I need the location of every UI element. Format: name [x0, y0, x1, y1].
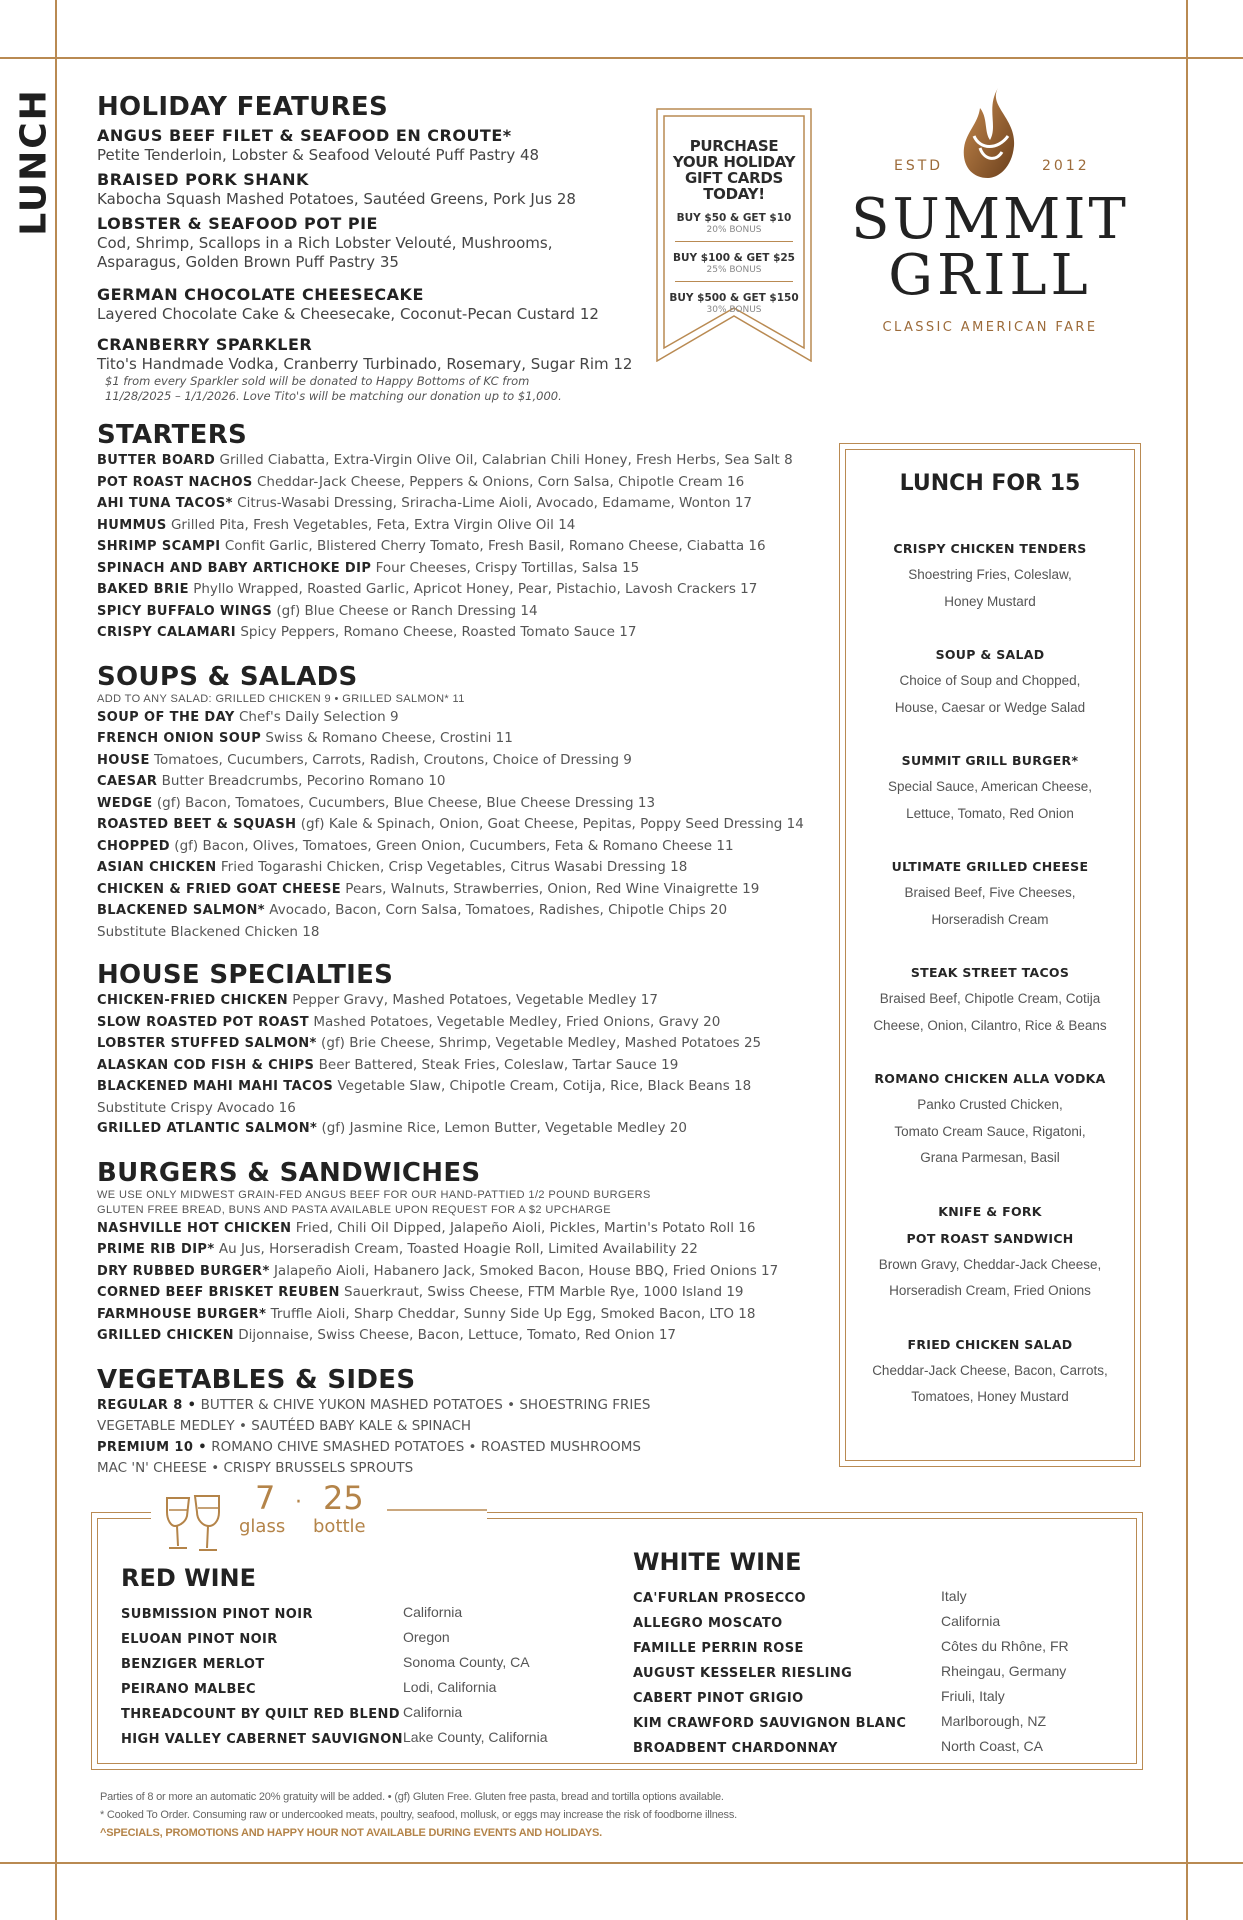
- lunch-item-desc: Shoestring Fries, Coleslaw,: [908, 567, 1072, 582]
- starters-title: STARTERS: [97, 420, 248, 450]
- lunch-item-desc: Brown Gravy, Cheddar-Jack Cheese,: [878, 1256, 1102, 1272]
- price-separator: ·: [295, 1490, 302, 1515]
- gluten-free-tag: (gf): [300, 816, 325, 832]
- item-name: ASIAN CHICKEN: [97, 860, 217, 875]
- item-name: CAESAR: [97, 774, 158, 789]
- menu-item: [97, 1218, 797, 1240]
- menu-item: [97, 1055, 797, 1077]
- item-name: PRIME RIB DIP*: [97, 1242, 215, 1257]
- lunch-item-name: SUMMIT GRILL BURGER*: [901, 753, 1079, 768]
- lunch-item-desc: Special Sauce, American Cheese,: [887, 779, 1093, 794]
- glass-price: 7: [255, 1479, 276, 1517]
- wine-origin: North Coast, CA: [941, 1738, 1043, 1754]
- specialties-list: [97, 990, 797, 1140]
- flame-icon: [958, 88, 1022, 180]
- item-name: NASHVILLE HOT CHICKEN: [97, 1220, 292, 1236]
- wine-row: [633, 1734, 1113, 1759]
- item-name: CHICKEN & FRIED GOAT CHEESE: [97, 881, 341, 897]
- item-name: CHOPPED: [97, 838, 170, 854]
- item-desc: Mashed Potatoes, Vegetable Medley, Fried Onions, Gravy 20: [313, 1013, 721, 1030]
- gift-text: PURCHASE YOUR HOLIDAY GIFT CARDS TODAY! BUY $50 & GET $10 20% BONUS BUY $100 & GET $25 25% BONUS BUY $500 & GET $150 30% BONUS: [664, 138, 804, 321]
- lunch-item: [839, 853, 1141, 933]
- item-name: SOUP OF THE DAY: [97, 709, 235, 725]
- menu-item: [97, 1416, 797, 1437]
- item-desc: Chef's Daily Selection 9: [238, 708, 399, 725]
- item-desc: Citrus-Wasabi Dressing, Sriracha-Lime Aioli, Avocado, Edamame, Wonton 17: [237, 495, 753, 511]
- menu-item: [97, 1282, 797, 1304]
- wine-name: HIGH VALLEY CABERNET SAUVIGNON: [121, 1732, 403, 1747]
- item-desc: Tomatoes, Cucumbers, Carrots, Radish, Croutons, Choice of Dressing 9: [154, 751, 632, 768]
- wine-row: [121, 1700, 541, 1725]
- wine-box: [91, 1479, 1143, 1770]
- wine-row: [633, 1634, 1113, 1659]
- item-desc: Vegetable Slaw, Chipotle Cream, Cotija, Rice, Black Beans 18: [337, 1078, 752, 1094]
- wine-origin: Friuli, Italy: [941, 1688, 1005, 1704]
- wine-origin: Oregon: [403, 1629, 450, 1645]
- item-desc: Phyllo Wrapped, Roasted Garlic, Apricot Honey, Pear, Pistachio, Lavosh Crackers 17: [193, 581, 758, 597]
- menu-item: [97, 1458, 797, 1479]
- menu-item: [97, 601, 797, 623]
- gift-deal: BUY $50 & GET $10: [676, 212, 792, 224]
- menu-item: [97, 1098, 797, 1119]
- item-desc: Fried, Chili Oil Dipped, Jalapeño Aioli, Pickles, Martin's Potato Roll 16: [295, 1219, 756, 1236]
- gift-card-promo: [656, 108, 812, 362]
- item-desc: Pears, Walnuts, Strawberries, Onion, Red Wine Vinaigrette 19: [345, 880, 760, 897]
- price-rule: [387, 1508, 487, 1512]
- summit-grill-logo: ESTD 2012 SUMMIT GRILL CLASSIC AMERICAN FARE: [840, 88, 1140, 338]
- item-desc: Jasmine Rice, Lemon Butter, Vegetable Medley 20: [349, 1120, 687, 1136]
- item-name: CHICKEN-FRIED CHICKEN: [97, 993, 288, 1008]
- menu-item: [97, 515, 797, 537]
- holiday-item: LOBSTER & SEAFOOD POT PIE Cod, Shrimp, Scallops in a Rich Lobster Velouté, Mushrooms, Asparagus, Golden Brown Puff Pastry 35: [97, 214, 553, 271]
- glass-label: glass: [239, 1516, 286, 1537]
- menu-item: [97, 493, 797, 515]
- holiday-item: GERMAN CHOCOLATE CHEESECAKE Layered Chocolate Cake & Cheesecake, Coconut-Pecan Custard 12: [97, 285, 599, 323]
- wine-row: [121, 1675, 541, 1700]
- soups-list: [97, 707, 804, 943]
- item-desc: Pepper Gravy, Mashed Potatoes, Vegetable Medley 17: [292, 992, 658, 1008]
- wine-row: [633, 1659, 1113, 1684]
- gift-deal: BUY $100 & GET $25: [672, 252, 795, 264]
- starters-section: [97, 420, 797, 644]
- wine-name: THREADCOUNT BY QUILT RED BLEND: [121, 1707, 400, 1722]
- item-name: GRILLED CHICKEN: [97, 1328, 234, 1343]
- item-name: PREMIUM 10 •: [97, 1439, 207, 1455]
- menu-item: [97, 1033, 797, 1055]
- lunch-item: [839, 747, 1141, 827]
- wine-row: [633, 1709, 1113, 1734]
- lunch-for-15-box: [839, 443, 1141, 1467]
- soups-title: SOUPS & SALADS: [97, 661, 358, 692]
- lunch-item-name: FRIED CHICKEN SALAD: [907, 1336, 1073, 1352]
- item-name: FRENCH ONION SOUP: [97, 731, 262, 746]
- side-label: LUNCH: [13, 88, 55, 236]
- starters-list: [97, 450, 797, 644]
- lunch-item-desc: Braised Beef, Chipotle Cream, Cotija: [879, 991, 1101, 1006]
- holiday-item: ANGUS BEEF FILET & SEAFOOD EN CROUTE* Petite Tenderloin, Lobster & Seafood Velouté Puff Pastry 48: [97, 126, 540, 164]
- lunch-item-name: ROMANO CHICKEN ALLA VODKA: [874, 1071, 1106, 1086]
- item-desc: Four Cheeses, Crispy Tortillas, Salsa 15: [375, 559, 640, 576]
- wine-row: [633, 1684, 1113, 1709]
- menu-item: [97, 990, 797, 1012]
- item-name: BUTTER BOARD: [97, 453, 216, 468]
- item-name: BAKED BRIE: [97, 582, 189, 597]
- lunch-item-desc: Braised Beef, Five Cheeses,: [904, 885, 1076, 900]
- menu-item: [97, 1325, 797, 1347]
- wine-name: SUBMISSION PINOT NOIR: [121, 1607, 313, 1622]
- wine-name: BROADBENT CHARDONNAY: [633, 1741, 838, 1756]
- item-name: REGULAR 8 •: [97, 1397, 197, 1413]
- menu-item: [97, 1304, 797, 1326]
- white-wine-title: WHITE WINE: [633, 1548, 802, 1576]
- item-desc: Spicy Peppers, Romano Cheese, Roasted Tomato Sauce 17: [240, 624, 637, 640]
- gift-bonus: 20% BONUS: [675, 225, 793, 242]
- cooked-note: * Cooked To Order. Consuming raw or undercooked meats, poultry, seafood, mollusk, or eggs may increase the risk of foodborne illness.: [100, 1809, 737, 1821]
- wine-origin: California: [941, 1613, 1001, 1629]
- wine-row: [121, 1725, 548, 1750]
- item-desc: Bacon, Olives, Tomatoes, Green Onion, Cucumbers, Feta & Romano Cheese 11: [202, 837, 734, 854]
- item-name: HUMMUS: [97, 517, 167, 533]
- wine-name: AUGUST KESSELER RIESLING: [633, 1666, 853, 1681]
- wine-name: ALLEGRO MOSCATO: [633, 1616, 783, 1631]
- specialties-title: HOUSE SPECIALTIES: [97, 960, 394, 990]
- wine-row: [633, 1609, 1113, 1634]
- wine-name: ELUOAN PINOT NOIR: [121, 1632, 278, 1647]
- item-name: SPICY BUFFALO WINGS: [97, 603, 273, 619]
- burgers-title: BURGERS & SANDWICHES: [97, 1157, 481, 1188]
- wine-origin: Italy: [941, 1588, 967, 1604]
- wine-row: [633, 1584, 1113, 1609]
- lunch-item-name: KNIFE & FORK: [938, 1203, 1042, 1219]
- wine-origin: Lake County, California: [403, 1729, 548, 1745]
- item-desc: Substitute Blackened Chicken 18: [97, 923, 320, 940]
- item-desc: Butter Breadcrumbs, Pecorino Romano 10: [161, 773, 446, 789]
- gift-bonus: 25% BONUS: [675, 265, 793, 282]
- gluten-free-tag: (gf): [174, 837, 199, 854]
- lunch-item-name: POT ROAST SANDWICH: [906, 1230, 1074, 1246]
- item-desc: Fried Togarashi Chicken, Crisp Vegetables, Citrus Wasabi Dressing 18: [220, 859, 688, 875]
- holiday-item: CRANBERRY SPARKLER Tito's Handmade Vodka, Cranberry Turbinado, Rosemary, Sugar Rim 12 $1 from every Sparkler sold will be donated to Happy Bottoms of KC from 11/28/2025 – 1/1/2026. Love Tito's will be matching our donation up to $1,000.: [97, 335, 633, 403]
- lunch-item: [839, 1065, 1141, 1172]
- lunch-item-name: STEAK STREET TACOS: [910, 965, 1070, 980]
- item-name: SHRIMP SCAMPI: [97, 539, 221, 554]
- lunch-item-desc: Lettuce, Tomato, Red Onion: [906, 805, 1074, 821]
- item-desc: Cheddar-Jack Cheese, Peppers & Onions, Corn Salsa, Chipotle Cream 16: [256, 473, 745, 490]
- item-desc: BUTTER & CHIVE YUKON MASHED POTATOES • SHOESTRING FRIES: [200, 1396, 651, 1413]
- specialties-section: [97, 960, 797, 1140]
- item-name: ROASTED BEET & SQUASH: [97, 817, 297, 832]
- wine-row: [121, 1600, 541, 1625]
- wine-origin: Sonoma County, CA: [403, 1654, 530, 1670]
- menu-item: [97, 922, 797, 943]
- menu-item: [97, 1076, 797, 1098]
- bottom-rule: [0, 1862, 1243, 1864]
- lunch-item-desc: House, Caesar or Wedge Salad: [894, 699, 1086, 715]
- menu-item: [97, 1261, 797, 1283]
- lunch-item: [839, 641, 1141, 721]
- gratuity-note: Parties of 8 or more an automatic 20% gratuity will be added. • (gf) Gluten Free. Gluten free pasta, bread and tortilla options available.: [100, 1791, 724, 1803]
- gift-bonus: 30% BONUS: [706, 305, 762, 315]
- item-name: DRY RUBBED BURGER*: [97, 1263, 270, 1279]
- burgers-section: [97, 1158, 797, 1347]
- item-desc: Bacon, Tomatoes, Cucumbers, Blue Cheese, Blue Cheese Dressing 13: [185, 794, 656, 811]
- item-desc: Grilled Pita, Fresh Vegetables, Feta, Extra Virgin Olive Oil 14: [170, 516, 576, 533]
- item-name: POT ROAST NACHOS: [97, 474, 253, 490]
- burgers-note: WE USE ONLY MIDWEST GRAIN-FED ANGUS BEEF FOR OUR HAND-PATTIED 1/2 POUND BURGERS: [97, 1188, 651, 1201]
- item-name: LOBSTER STUFFED SALMON*: [97, 1036, 317, 1051]
- wine-origin: California: [403, 1604, 463, 1620]
- lunch-item-name: ULTIMATE GRILLED CHEESE: [891, 859, 1089, 874]
- item-name: GRILLED ATLANTIC SALMON*: [97, 1121, 318, 1136]
- holiday-item: BRAISED PORK SHANK Kabocha Squash Mashed Potatoes, Sautéed Greens, Pork Jus 28: [97, 170, 576, 208]
- item-desc: Confit Garlic, Blistered Cherry Tomato, Fresh Basil, Romano Cheese, Ciabatta 16: [224, 538, 766, 554]
- red-wine-title: RED WINE: [121, 1564, 257, 1592]
- item-desc: VEGETABLE MEDLEY • SAUTÉED BABY KALE & SPINACH: [97, 1418, 472, 1434]
- menu-item: [97, 814, 804, 836]
- item-desc: Blue Cheese or Ranch Dressing 14: [304, 602, 538, 619]
- menu-item: [97, 536, 797, 558]
- menu-item: [97, 558, 797, 580]
- sides-list: [97, 1395, 797, 1479]
- menu-item: [97, 707, 797, 729]
- menu-item: [97, 579, 797, 601]
- item-name: HOUSE: [97, 752, 150, 768]
- lunch-item-desc: Horseradish Cream, Fried Onions: [889, 1283, 1091, 1298]
- lunch-for-15-items: [839, 535, 1141, 1437]
- lunch-item-desc: Honey Mustard: [944, 593, 1036, 609]
- red-wine-list: [121, 1600, 548, 1750]
- menu-item: [97, 472, 797, 494]
- item-desc: Brie Cheese, Shrimp, Vegetable Medley, Mashed Potatoes 25: [349, 1035, 762, 1051]
- wine-name: FAMILLE PERRIN ROSE: [633, 1641, 804, 1656]
- item-desc: Swiss & Romano Cheese, Crostini 11: [265, 730, 513, 746]
- menu-item: [97, 1118, 797, 1140]
- menu-item: [97, 771, 797, 793]
- item-name: WEDGE: [97, 795, 153, 811]
- wine-origin: Côtes du Rhône, FR: [941, 1638, 1069, 1654]
- item-desc: Substitute Crispy Avocado 16: [97, 1099, 296, 1116]
- soups-note: ADD TO ANY SALAD: GRILLED CHICKEN 9 • GRILLED SALMON* 11: [97, 692, 465, 705]
- lunch-item-desc: Horseradish Cream: [931, 911, 1049, 927]
- wine-origin: Rheingau, Germany: [941, 1663, 1067, 1679]
- lunch-item-desc: Panko Crusted Chicken,: [917, 1097, 1063, 1112]
- wine-name: KIM CRAWFORD SAUVIGNON BLANC: [633, 1716, 907, 1731]
- lunch-item-desc: Cheese, Onion, Cilantro, Rice & Beans: [873, 1017, 1107, 1033]
- item-desc: Beer Battered, Steak Fries, Coleslaw, Tartar Sauce 19: [318, 1056, 679, 1073]
- bottle-price: 25: [323, 1479, 364, 1517]
- sides-title: VEGETABLES & SIDES: [97, 1364, 416, 1395]
- lunch-item: [839, 1198, 1141, 1305]
- wine-name: CA'FURLAN PROSECCO: [633, 1591, 806, 1606]
- item-name: SPINACH AND BABY ARTICHOKE DIP: [97, 560, 372, 576]
- gluten-free-tag: (gf): [321, 1120, 346, 1136]
- lunch-item-desc: Cheddar-Jack Cheese, Bacon, Carrots,: [872, 1362, 1108, 1378]
- burgers-list: [97, 1218, 797, 1347]
- top-rule: [0, 57, 1243, 59]
- menu-item: [97, 1239, 797, 1261]
- menu-item: [97, 1437, 797, 1459]
- gluten-free-tag: (gf): [276, 602, 301, 619]
- item-name: BLACKENED SALMON*: [97, 903, 265, 918]
- menu-item: [97, 1012, 797, 1034]
- specials-note: ^SPECIALS, PROMOTIONS AND HAPPY HOUR NOT AVAILABLE DURING EVENTS AND HOLIDAYS.: [100, 1827, 602, 1839]
- wine-row: [121, 1625, 541, 1650]
- wine-glasses-icon: [161, 1494, 227, 1554]
- lunch-item: [839, 1331, 1141, 1411]
- item-desc: Grilled Ciabatta, Extra-Virgin Olive Oil, Calabrian Chili Honey, Fresh Herbs, Sea Salt 8: [219, 452, 793, 468]
- lunch-item-name: SOUP & SALAD: [935, 647, 1045, 662]
- gluten-free-tag: (gf): [321, 1035, 345, 1051]
- menu-item: [97, 879, 797, 901]
- item-name: FARMHOUSE BURGER*: [97, 1306, 267, 1322]
- gift-deal: BUY $500 & GET $150: [669, 292, 799, 304]
- lunch-item: [839, 959, 1141, 1039]
- right-rule: [1186, 0, 1188, 1920]
- item-name: CORNED BEEF BRISKET REUBEN: [97, 1285, 340, 1300]
- item-desc: ROMANO CHIVE SMASHED POTATOES • ROASTED MUSHROOMS: [211, 1438, 641, 1455]
- lunch-item-desc: Grana Parmesan, Basil: [920, 1150, 1060, 1165]
- menu-item: [97, 836, 797, 858]
- item-desc: Kale & Spinach, Onion, Goat Cheese, Pepitas, Poppy Seed Dressing 14: [328, 816, 804, 832]
- item-name: SLOW ROASTED POT ROAST: [97, 1014, 310, 1030]
- bottle-label: bottle: [313, 1516, 366, 1537]
- item-desc: Truffle Aioli, Sharp Cheddar, Sunny Side Up Egg, Smoked Bacon, LTO 18: [270, 1305, 756, 1322]
- item-desc: Au Jus, Horseradish Cream, Toasted Hoagie Roll, Limited Availability 22: [218, 1241, 698, 1257]
- holiday-title: HOLIDAY FEATURES: [97, 92, 388, 122]
- item-name: CRISPY CALAMARI: [97, 625, 237, 640]
- footer-notes: [100, 1788, 1140, 1842]
- lunch-item-desc: Tomato Cream Sauce, Rigatoni,: [894, 1123, 1086, 1139]
- wine-origin: Lodi, California: [403, 1679, 497, 1695]
- item-desc: Sauerkraut, Swiss Cheese, FTM Marble Rye, 1000 Island 19: [344, 1284, 744, 1300]
- menu-item: [97, 728, 797, 750]
- lunch-item: [839, 535, 1141, 615]
- wine-name: CABERT PINOT GRIGIO: [633, 1691, 804, 1706]
- gluten-free-tag: (gf): [156, 794, 181, 811]
- white-wine-list: [633, 1584, 1113, 1759]
- wine-origin: California: [403, 1704, 463, 1720]
- menu-item: [97, 857, 797, 879]
- menu-item: [97, 622, 797, 644]
- menu-item: [97, 450, 797, 472]
- item-desc: Dijonnaise, Swiss Cheese, Bacon, Lettuce, Tomato, Red Onion 17: [238, 1327, 676, 1343]
- wine-name: PEIRANO MALBEC: [121, 1682, 256, 1697]
- item-desc: Jalapeño Aioli, Habanero Jack, Smoked Bacon, House BBQ, Fried Onions 17: [273, 1262, 779, 1279]
- item-name: BLACKENED MAHI MAHI TACOS: [97, 1079, 334, 1094]
- soups-section: [97, 661, 804, 943]
- burgers-note: GLUTEN FREE BREAD, BUNS AND PASTA AVAILABLE UPON REQUEST FOR A $2 UPCHARGE: [97, 1203, 611, 1216]
- menu-item: [97, 900, 797, 922]
- menu-item: [97, 1395, 797, 1417]
- item-name: AHI TUNA TACOS*: [97, 496, 233, 511]
- menu-item: [97, 793, 797, 815]
- lunch-item-desc: Choice of Soup and Chopped,: [899, 673, 1081, 688]
- menu-item: [97, 750, 797, 772]
- item-desc: Avocado, Bacon, Corn Salsa, Tomatoes, Radishes, Chipotle Chips 20: [269, 902, 728, 918]
- lunch-item-name: CRISPY CHICKEN TENDERS: [893, 541, 1087, 556]
- wine-origin: Marlborough, NZ: [941, 1713, 1047, 1729]
- sides-section: [97, 1365, 797, 1479]
- left-rule: [55, 0, 57, 1920]
- wine-name: BENZIGER MERLOT: [121, 1657, 265, 1672]
- item-name: ALASKAN COD FISH & CHIPS: [97, 1057, 315, 1073]
- wine-row: [121, 1650, 541, 1675]
- item-desc: MAC 'N' CHEESE • CRISPY BRUSSELS SPROUTS: [97, 1460, 414, 1476]
- lunch-for-15-title: LUNCH FOR 15: [899, 471, 1081, 496]
- lunch-item-desc: Tomatoes, Honey Mustard: [911, 1389, 1069, 1404]
